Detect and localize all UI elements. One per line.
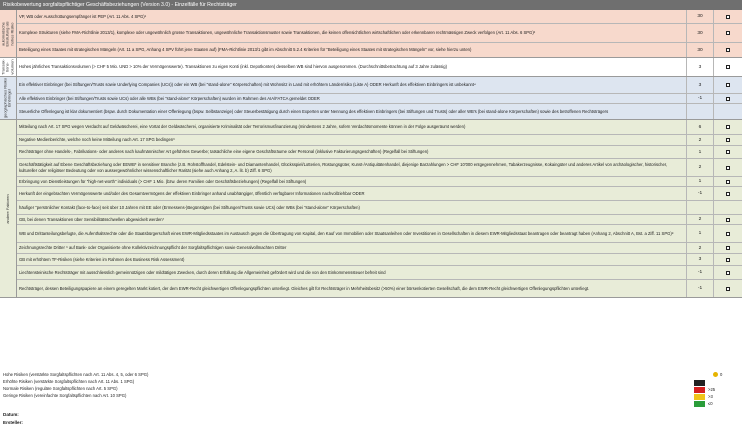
- scale-swatch-black: [694, 380, 705, 386]
- sheet-title: Risikobewertung sorgfaltspflichtiger Geschäftsbeziehungen (Version 3.0) - Einzelfälle für Rechtsträger: [0, 0, 742, 10]
- criterion-text: VP, WB oder Ausschüttungsempfänger ist PEP (Art. 11 Abs. 4 SPG)¹: [19, 13, 147, 19]
- group-label-text: [1, 21, 14, 46]
- group-label-line: Einstufung als: [4, 20, 10, 47]
- legend-low: Geringe Risiken (vereinfachte Sorgfaltspflichten nach Art. 10 SPG): [3, 393, 127, 398]
- criterion-checkbox[interactable]: [726, 15, 730, 19]
- score-value: 30: [686, 43, 713, 57]
- group-label-text: [1, 59, 14, 75]
- group-label: [0, 77, 17, 119]
- score-value: 3: [686, 254, 713, 265]
- group-label-line: volumen: [9, 59, 15, 75]
- checkbox-cell: [713, 187, 742, 200]
- group-label-line: Transak-: [0, 59, 6, 75]
- author-label: Ersteller:: [3, 420, 23, 425]
- table-row: [17, 159, 742, 177]
- risk-group: [0, 77, 742, 120]
- legend-increased: Erhöhte Risiken (verstärkte Sorgfaltspflichten nach Art. 11 Abs. 1 SPG): [3, 379, 135, 384]
- criterion-text: Herkunft der eingebrachten Vermögenswerte und/oder des Gesamtvermögens der effektiven Einbringer anhand unabhängiger, öffentlich verfügbarer Informationen nachvollziehbar ODER: [19, 190, 365, 196]
- score-value: 2: [686, 159, 713, 176]
- table-row: [17, 187, 742, 201]
- scale-swatch-yellow: [694, 394, 705, 400]
- criterion-checkbox[interactable]: [726, 150, 730, 154]
- checkbox-cell: [713, 201, 742, 214]
- score-value: 2: [686, 215, 713, 224]
- table-row: [17, 201, 742, 215]
- score-value: 6: [686, 120, 713, 134]
- checkbox-cell: [713, 159, 742, 176]
- criterion-text: Beteiligung eines Staates mit strategischen Mängeln (Art. 11 a SPG, Anhang 4 SPV führt jene Staaten auf) (FMA-Richtlinie 2013/1 gibt im Abschnitt 5.2.4 Kriterien für "Beteiligung eines Staates mit strategischen Mängeln" vor, siehe hierzu unten): [19, 47, 472, 53]
- score-value: -1: [686, 94, 713, 103]
- criterion-checkbox[interactable]: [726, 138, 730, 142]
- criterion-text: Liechtensteinische Rechtsträger mit ausschliesslich gemeinnützigen oder mildtätigen Zwecken, durch deren Erfüllung die Allgemeinheit gefördert wird und die von den Einkommenssteuer befreit sind: [19, 269, 386, 275]
- criterion-text: Negative Medienberichte, welche noch keine Mitteilung nach Art. 17 SPG bedingen³: [19, 137, 175, 143]
- group-label-line: tions-: [4, 62, 10, 72]
- criterion-checkbox[interactable]: [726, 192, 730, 196]
- score-value: 30: [686, 24, 713, 42]
- score-value: 2: [686, 243, 713, 253]
- criterion-text: Steuerliche Offenlegung ist klar dokumentiert (bspw. durch Dokumentation einer Offenlegung (bspw. Selbstanzeige) oder Steuerbestätigung durch einen Experten unter Nennung des effektiven Einbringers (bei Stiftungen und Trusts) oder aller WB's (bei stand-alone Körperschaften) sowie des betroffenen Rechtsträgers: [19, 108, 609, 114]
- scale-label-yellow: >3: [708, 394, 713, 399]
- table-row: [17, 254, 742, 266]
- table-row: [17, 243, 742, 254]
- checkbox-cell: [713, 225, 742, 242]
- criterion-checkbox[interactable]: [726, 65, 730, 69]
- table-row: [17, 43, 742, 57]
- risk-group: [0, 120, 742, 298]
- checkbox-cell: [713, 77, 742, 93]
- score-value: -1: [686, 280, 713, 297]
- scale-swatch-green: [694, 401, 705, 407]
- criterion-text: Rechtsträger ohne Handels-, Fabrikations- oder anderes nach kaufmännischer Art geführtes Gewerbe; tatsächliche eine eigene Geschäftsräume oder Personal (inklusive Fakturierungsgeschäften) (Regelfall bei Stiftungen): [19, 149, 429, 155]
- score-value: 1: [686, 146, 713, 158]
- legend-high: Hohe Risiken (verstärkte Sorgfaltspflichten nach Art. 11 Abs. 4, 5, oder 6 SPG): [3, 372, 149, 377]
- date-label: Datum:: [3, 412, 19, 417]
- table-row: [17, 177, 742, 187]
- group-label: [0, 58, 17, 76]
- checkbox-cell: [713, 266, 742, 279]
- scale-label-green: ≤0: [708, 401, 713, 406]
- checkbox-cell: [713, 146, 742, 158]
- criterion-text: GB mit erhöhtem TF-Risiken (siehe Kriterien im Rahmen des Business Risk Assessment): [19, 256, 185, 262]
- score-value: 3: [686, 58, 713, 76]
- criterion-checkbox[interactable]: [726, 125, 730, 129]
- legend-normal: Normale Risiken (reguläre Sorgfaltspflichten nach Art. 5 SPG): [3, 386, 118, 391]
- table-row: [17, 266, 742, 280]
- checkbox-cell: [713, 43, 742, 57]
- criterion-text: Alle effektiven Einbringer (bei Stiftungen/Trusts sowie UCs) oder alle WBs (bei "stand-alone" Körperschaften) wurden im Rahmen des AIA/FATCA gemeldet ODER: [19, 95, 320, 101]
- group-label-text: [6, 194, 10, 223]
- score-value: 3: [686, 77, 713, 93]
- criterion-checkbox[interactable]: [726, 258, 730, 262]
- checkbox-cell: [713, 24, 742, 42]
- score-value: 2: [686, 135, 713, 145]
- criterion-text: Hohes jährliches Transaktionsvolumen (> CHF 5 Mio. UND > 10% der Vermögenswerte). Transaktionen zu eigen Konti (inkl. Depotkonten) desselben WB sind hiervon ausgenommen. (Durchschnittsbetrachtung auf 3 Jahre zulässig): [19, 64, 448, 70]
- criterion-text: Ein effektiver Einbringer (bei Stiftungen/Trusts sowie Underlying Companies (UCs)) oder ein WB (bei "stand-alone" Körperschaften) mit Wohnsitz in Land mit erhöhtem Länderrisiko (Liste A) ODER Herkunft des effektiven Einbringers ist unbekannt⁴: [19, 82, 476, 88]
- footer: [0, 370, 742, 431]
- criterion-text: häufiger "persönlicher Kontakt (face-to-face) seit über 10 Jahren mit EE oder (Ermessens-)Begünstigten (bei Stiftungen/Trusts sowie UCs) oder WBs (bei "stand-alone" Körperschaften): [19, 204, 360, 210]
- risk-table: [0, 10, 742, 298]
- score-value: -1: [686, 187, 713, 200]
- scale-top-value: 0: [720, 372, 723, 377]
- score-value: [686, 201, 713, 214]
- criterion-checkbox[interactable]: [726, 48, 730, 52]
- criterion-checkbox[interactable]: [726, 287, 730, 291]
- risk-scale: [694, 372, 738, 431]
- risk-group: [0, 58, 742, 77]
- criterion-checkbox[interactable]: [726, 97, 730, 101]
- score-value: [686, 104, 713, 119]
- checkbox-cell: [713, 177, 742, 186]
- checkbox-cell: [713, 254, 742, 265]
- score-value: 1: [686, 177, 713, 186]
- table-row: [17, 77, 742, 94]
- table-row: [17, 24, 742, 43]
- checkbox-cell: [713, 10, 742, 23]
- group-label-line: andere Faktoren: [4, 193, 10, 224]
- criterion-checkbox[interactable]: [726, 246, 730, 250]
- scale-swatch-red: [694, 387, 705, 393]
- checkbox-cell: [713, 215, 742, 224]
- criterion-checkbox[interactable]: [726, 83, 730, 87]
- criterion-text: Geschäftstätigkeit auf Ebene Geschäftsbeziehung oder EEWB* in sensitiver Branche (z.B. Rohstoffhandel, Edelstein- und Diamantenhandel, Glücksspiel/Lotterien, Rüstungsgüter, Kunst-/Antiquitätenhandel, diejenige Barzahlungen > CHF 10'000 entgegennehmen, Tabakerzeugnisse, Kokaingüter und anderes Artikel von archäologischer, historischer, kultureller oder religiöser Bedeutung oder von aussergewöhnlicher wissenschaftlicher Rarität (siehe auch Anhang 2, A. lit. b) Ziff. 6 SPG): [19, 162, 668, 173]
- checkbox-cell: [713, 243, 742, 253]
- criterion-checkbox[interactable]: [726, 166, 730, 170]
- group-label-line: geographisches Risiko: [2, 77, 8, 119]
- criterion-text: Mitteilung nach Art. 17 SPG wegen Verdacht auf Geldwäscherei, eine Vortat der Geldwäscherei, organisierte Kriminalität oder Terrorismusfinanzierung (mindestens 2 Jahre, sofern Verdachtsmomente können in der Folge ausgeräumt werden): [19, 124, 466, 130]
- criterion-checkbox[interactable]: [726, 180, 730, 184]
- table-row: [17, 280, 742, 297]
- checkbox-cell: [713, 58, 742, 76]
- group-label: [0, 10, 17, 57]
- score-value: -1: [686, 266, 713, 279]
- table-row: [17, 135, 742, 146]
- checkbox-cell: [713, 120, 742, 134]
- table-row: [17, 104, 742, 119]
- score-value: 1: [686, 225, 713, 242]
- group-label: [0, 120, 17, 297]
- criterion-text: WB und Drittanteilungsbefugte, die Aufenthaltsrechte oder die Staatsbürgerschaft eines EWR-Mitgliedsstaates im Austausch gegen die Übertragung von Kapital, den Kauf von Immobilien oder Staatsanleihen oder Investitionen in Gesellschaften in diesem EWR-Mitgliedsstaat beantragen oder beantragt haben (Anhang 2, Abschnitt A, Bst. a Ziff. 11 SPG)⁸: [19, 230, 674, 236]
- criterion-text: Erbringung von Dienstleistungen für "high-net-worth" individuals (> CHF 1 Mio. (bzw. deren Familien oder Geschäftsbeziehungen) (Regelfall bei Stiftungen): [19, 178, 307, 184]
- risk-group: [0, 10, 742, 58]
- table-row: [17, 120, 742, 135]
- criterion-text: GB, bei denen Transaktionen über Sensibilitätsschwellen abgewickelt werden⁷: [19, 216, 165, 222]
- group-label-line: hohes Risiko: [9, 22, 15, 45]
- criterion-checkbox[interactable]: [726, 31, 730, 35]
- criterion-text: Komplexe Strukturen (siehe FMA-Richtlinie 2013/1), komplexe oder ungewöhnlich grosse Transaktionen, ungewöhnliche Transaktionsmuster sowie Transaktionen, die keinen offensichtlichen wirtschaftlichen oder erkennbaren rechtmässigen Zweck verfolgen (Art. 11 Abs. 6 SPG)²: [19, 30, 536, 36]
- checkbox-cell: [713, 280, 742, 297]
- scale-label-red: >25: [708, 387, 716, 392]
- criterion-text: Rechtsträger, dessen Beteiligungspapiere an einem geregelten Markt kotiert, der dem EWR-Recht gleichwertigen Offenlegungspflichten unterliegt. Gleiches gilt für Rechtsträger in Mehrheitsbesitz (>50%) einer börsenkotierten Gesellschaft, die dem EWR-Recht gleichwertigen Offenlegungspflichten unterliegt.: [19, 285, 590, 291]
- score-value: 30: [686, 10, 713, 23]
- checkbox-cell: [713, 104, 742, 119]
- group-label-line: automatische: [0, 21, 6, 46]
- group-label-line: Einbringer: [7, 88, 12, 108]
- table-row: [17, 225, 742, 243]
- score-indicator-icon: [713, 372, 718, 377]
- checkbox-cell: [713, 135, 742, 145]
- criterion-checkbox[interactable]: [726, 271, 730, 275]
- table-row: [17, 58, 742, 76]
- criterion-checkbox[interactable]: [726, 232, 730, 236]
- table-row: [17, 94, 742, 104]
- table-row: [17, 215, 742, 225]
- criterion-checkbox[interactable]: [726, 218, 730, 222]
- checkbox-cell: [713, 94, 742, 103]
- table-row: [17, 10, 742, 24]
- criterion-text: Zeichnungsrechte Dritter ⁹ auf Bank- oder Organisierte ohne Kollektivzeichnungspflicht der Sorgfaltspflichtigen sowie Generalvollmachten Dritter: [19, 245, 287, 251]
- table-row: [17, 146, 742, 159]
- group-label-text: [4, 78, 13, 118]
